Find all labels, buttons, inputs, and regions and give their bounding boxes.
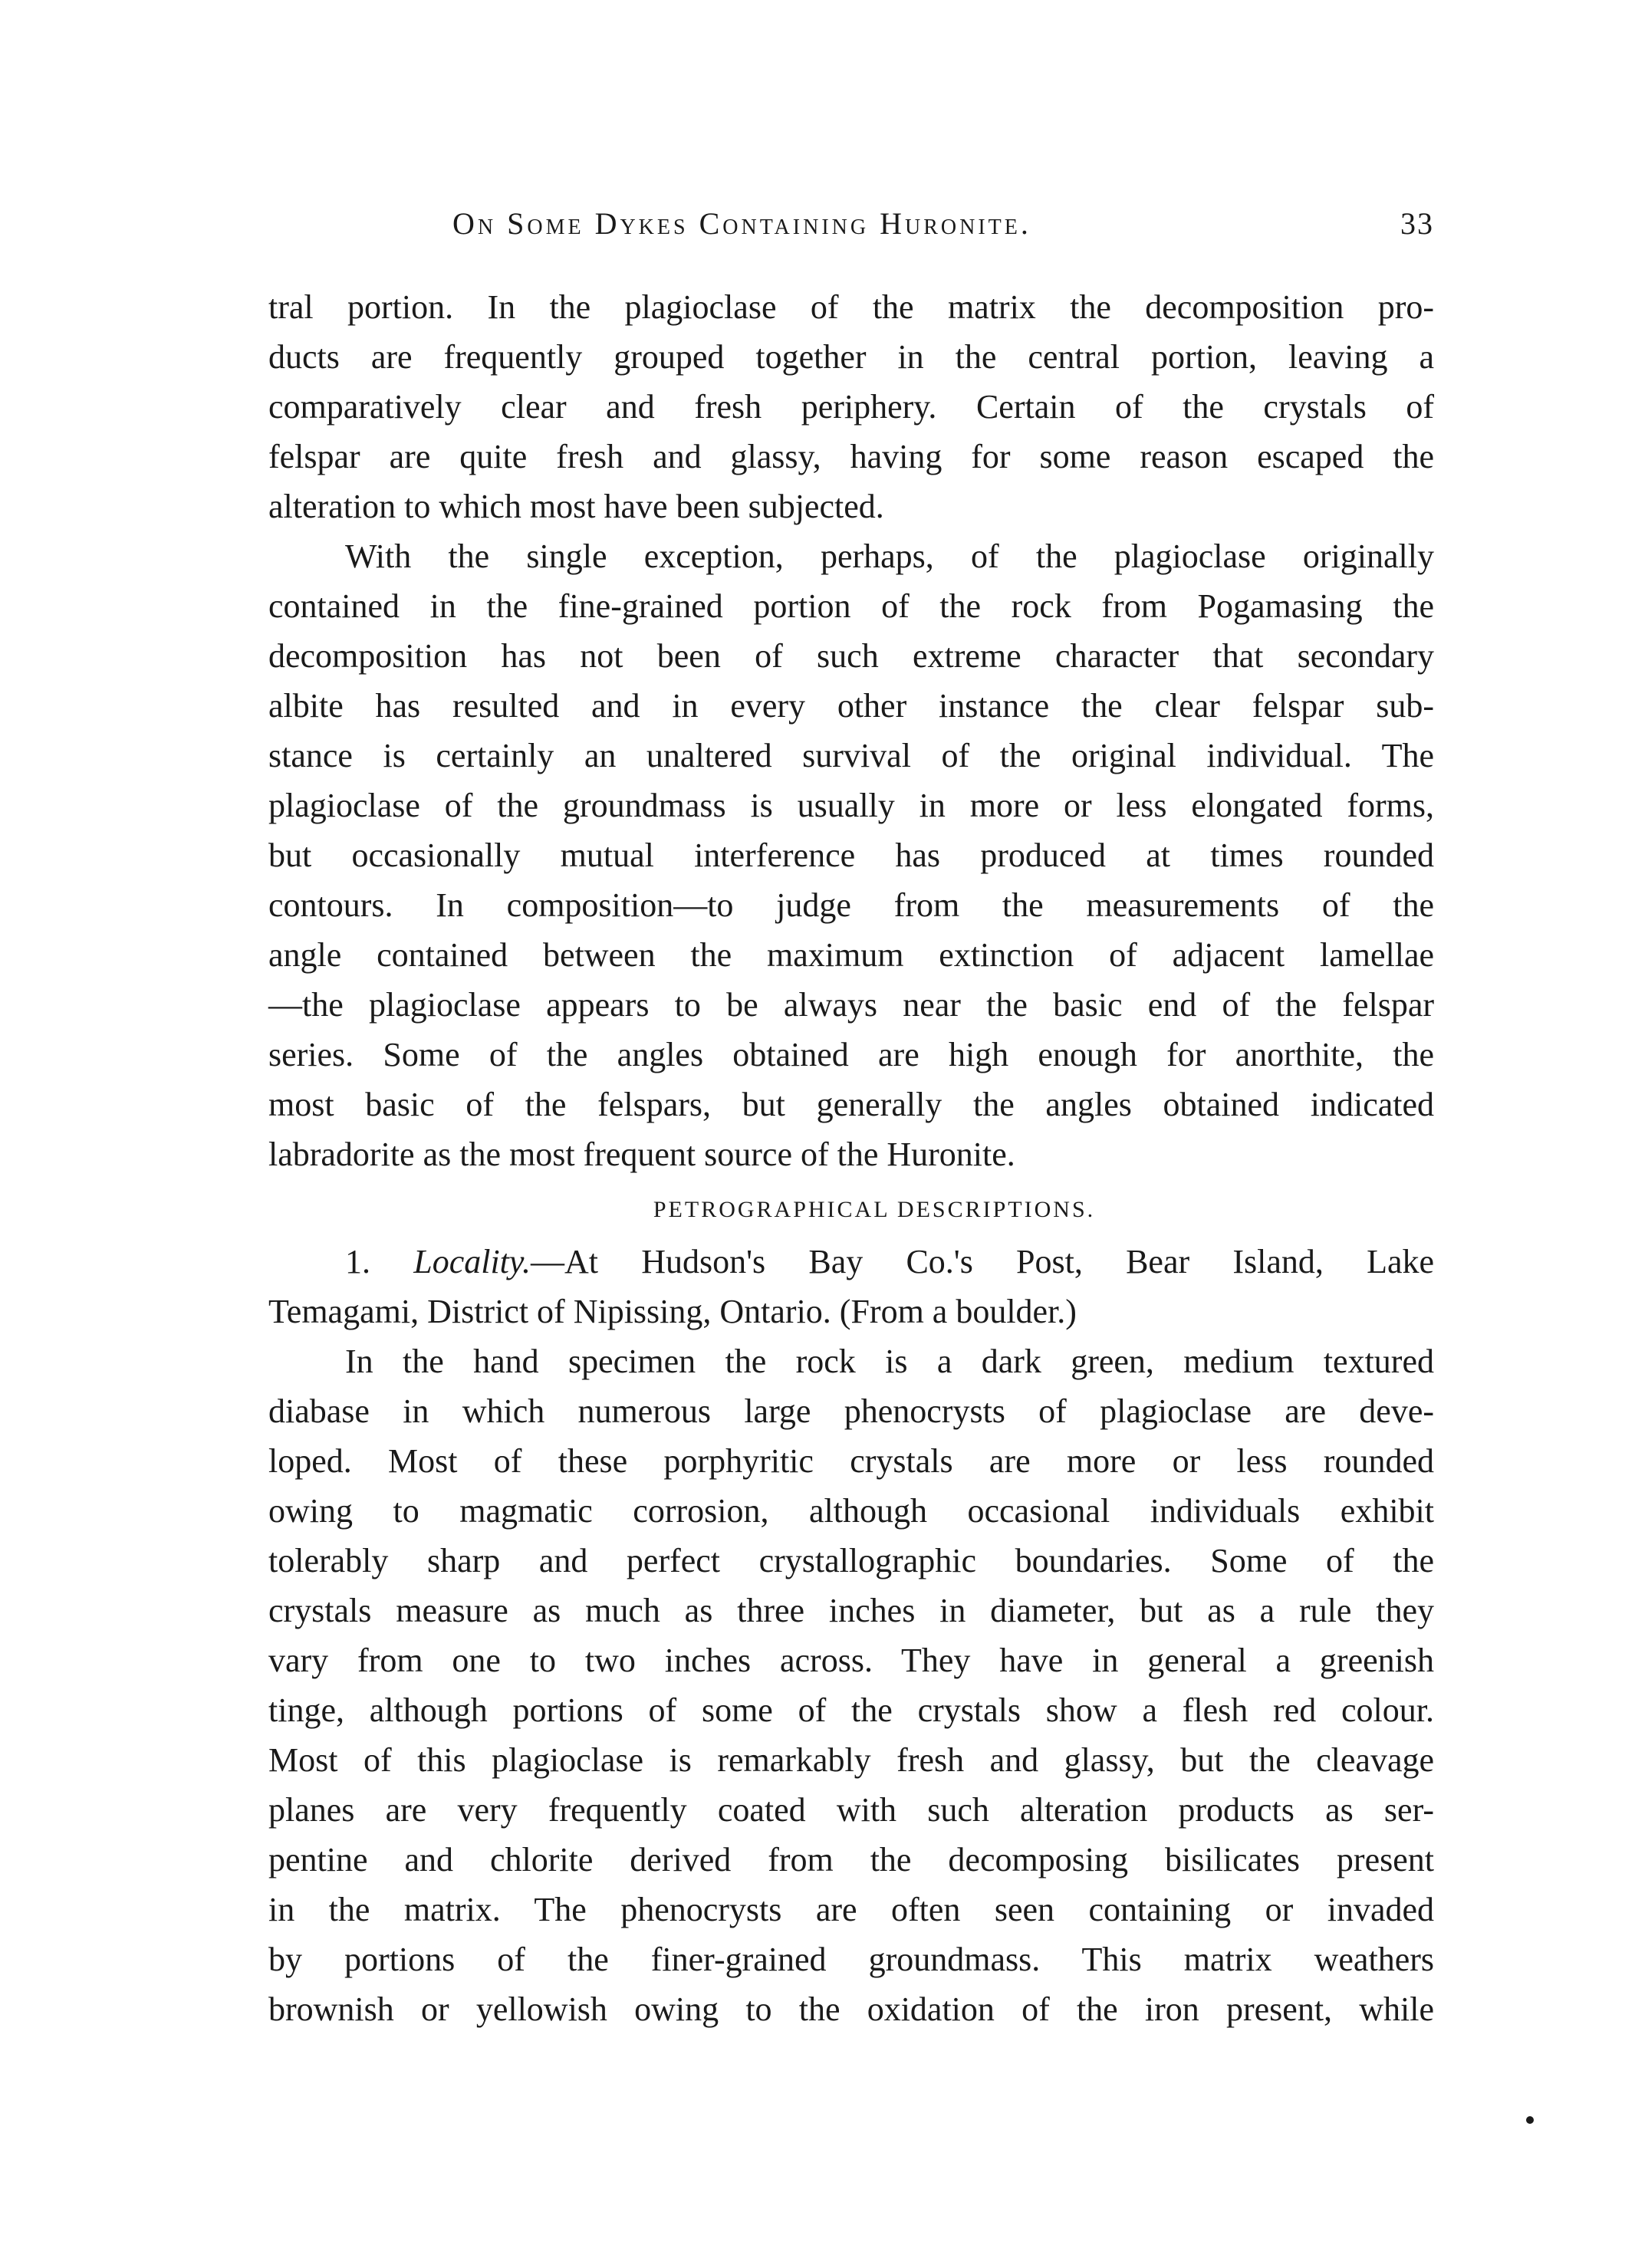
text-line: vary from one to two inches across. They have in general a greenish bbox=[268, 1642, 1434, 1679]
text-line: ducts are frequently grouped together in the central portion, leaving a bbox=[268, 338, 1434, 376]
text-line: With the single exception, perhaps, of the plagioclase originally bbox=[345, 537, 1434, 575]
text-line: angle contained between the maximum extinction of adjacent lamellae bbox=[268, 936, 1434, 974]
text-line: planes are very frequently coated with such alteration products as ser- bbox=[268, 1791, 1434, 1829]
text-line: Temagami, District of Nipissing, Ontario. (From a boulder.) bbox=[268, 1293, 1077, 1330]
text-line: in the matrix. The phenocrysts are often seen containing or invaded bbox=[268, 1891, 1434, 1928]
text-line: contours. In composition—to judge from the measurements of the bbox=[268, 886, 1434, 924]
body-text bbox=[268, 282, 1434, 2034]
running-head bbox=[268, 205, 1434, 251]
text-line: tral portion. In the plagioclase of the matrix the decomposition pro- bbox=[268, 288, 1434, 326]
section-heading: PETROGRAPHICAL DESCRIPTIONS. bbox=[653, 1197, 1096, 1222]
paragraph-2 bbox=[268, 531, 1434, 1179]
text-line: pentine and chlorite derived from the decomposing bisilicates present bbox=[268, 1841, 1434, 1878]
text-line: by portions of the finer-grained groundmass. This matrix weathers bbox=[268, 1941, 1434, 1978]
text-line: comparatively clear and fresh periphery. Certain of the crystals of bbox=[268, 388, 1434, 426]
text-line: most basic of the felspars, but generally the angles obtained indicated bbox=[268, 1086, 1434, 1123]
text-line: loped. Most of these porphyritic crystals are more or less rounded bbox=[268, 1442, 1434, 1480]
text-line: contained in the fine-grained portion of the rock from Pogamasing the bbox=[268, 587, 1434, 625]
paragraph-1 bbox=[268, 282, 1434, 531]
locality-text: —At Hudson's Bay Co.'s Post, Bear Island, Lake bbox=[531, 1243, 1435, 1280]
text-line: labradorite as the most frequent source of the Huronite. bbox=[268, 1136, 1015, 1173]
ink-speck bbox=[1526, 2116, 1534, 2124]
text-line: albite has resulted and in every other instance the clear felspar sub- bbox=[268, 687, 1434, 725]
text-line: tinge, although portions of some of the crystals show a flesh red colour. bbox=[268, 1691, 1434, 1729]
entry-1 bbox=[268, 1237, 1434, 1336]
text-line: alteration to which most have been subjected. bbox=[268, 488, 884, 525]
text-line: but occasionally mutual interference has produced at times rounded bbox=[268, 837, 1434, 874]
text-line: felspar are quite fresh and glassy, having for some reason escaped the bbox=[268, 438, 1434, 475]
text-line: In the hand specimen the rock is a dark green, medium textured bbox=[345, 1343, 1434, 1380]
entry-number: 1. bbox=[345, 1243, 370, 1280]
text-line: series. Some of the angles obtained are high enough for anorthite, the bbox=[268, 1036, 1434, 1073]
page-number: 33 bbox=[1400, 206, 1434, 241]
text-line: stance is certainly an unaltered survival of the original individual. The bbox=[268, 737, 1434, 774]
text-line: crystals measure as much as three inches in diameter, but as a rule they bbox=[268, 1592, 1434, 1629]
text-line: —the plagioclase appears to be always near the basic end of the felspar bbox=[268, 986, 1434, 1024]
paragraph-3 bbox=[268, 1336, 1434, 2034]
text-line: tolerably sharp and perfect crystallographic boundaries. Some of the bbox=[268, 1542, 1434, 1579]
text-line: Most of this plagioclase is remarkably fresh and glassy, but the cleavage bbox=[268, 1741, 1434, 1779]
text-line: plagioclase of the groundmass is usually in more or less elongated forms, bbox=[268, 787, 1434, 824]
entry-line bbox=[268, 1237, 1434, 1287]
text-line: diabase in which numerous large phenocrysts of plagioclase are deve- bbox=[268, 1392, 1434, 1430]
text-line: decomposition has not been of such extreme character that secondary bbox=[268, 637, 1434, 675]
text-line: owing to magmatic corrosion, although occasional individuals exhibit bbox=[268, 1492, 1434, 1530]
running-title: On Some Dykes Containing Huronite. bbox=[452, 206, 1031, 241]
text-line: brownish or yellowish owing to the oxidation of the iron present, while bbox=[268, 1990, 1434, 2028]
locality-label: Locality. bbox=[413, 1243, 531, 1280]
